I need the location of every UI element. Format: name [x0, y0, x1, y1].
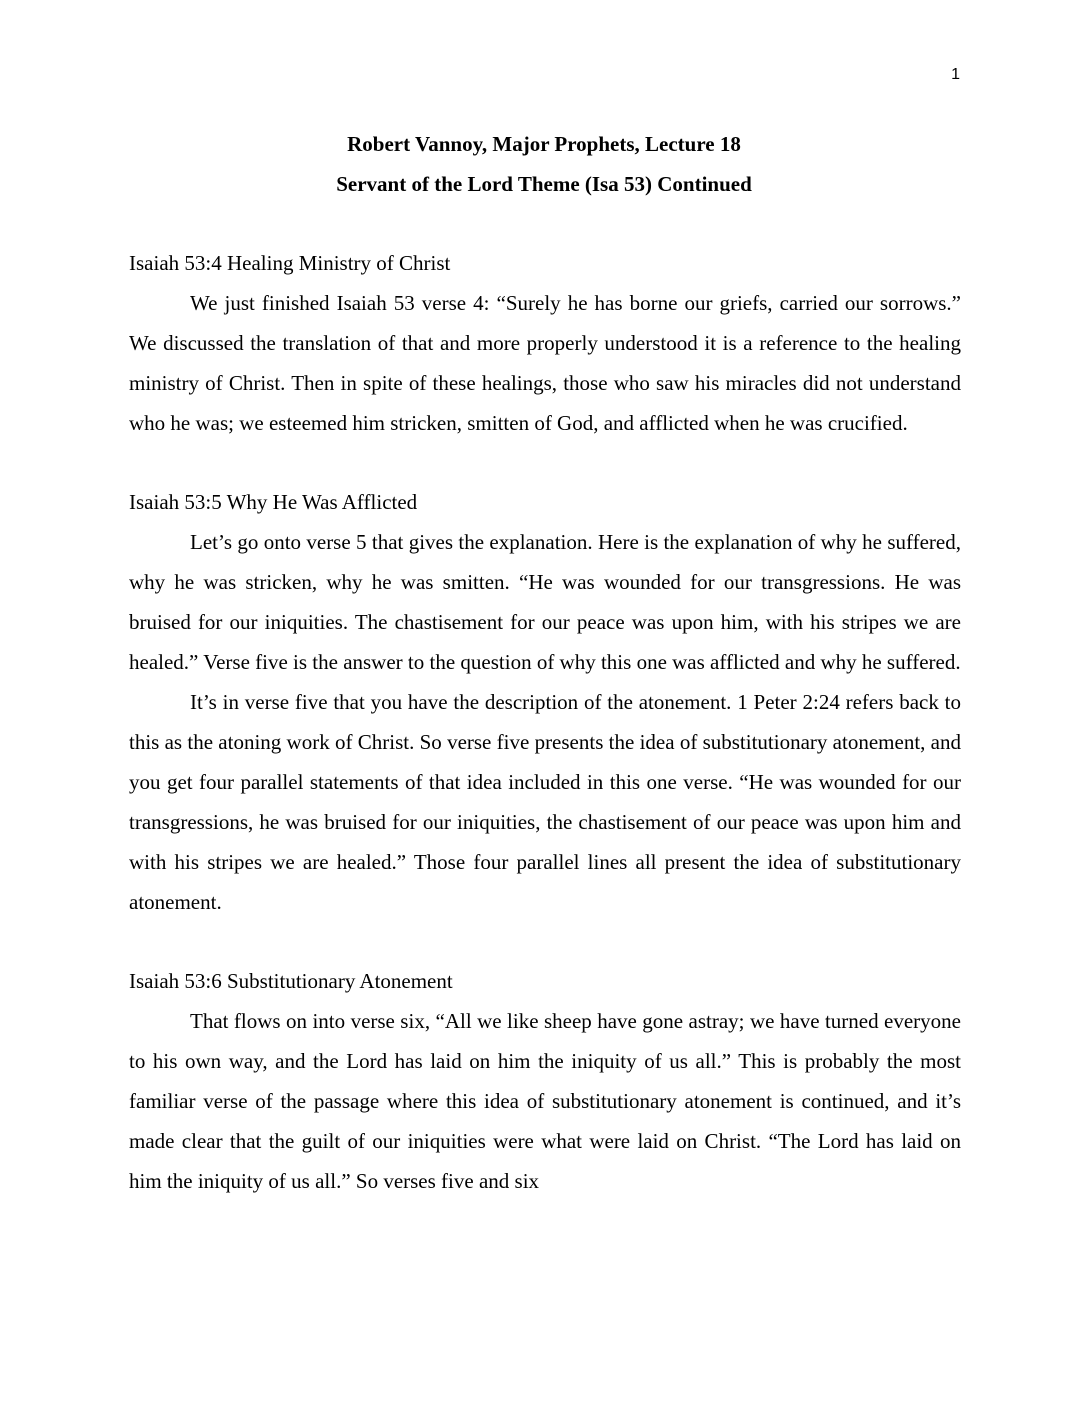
lecture-title — [0, 124, 1088, 204]
document-body — [129, 243, 961, 1201]
section-heading: Isaiah 53:6 Substitutionary Atonement — [129, 969, 453, 993]
paragraph: It’s in verse five that you have the description of the atonement. 1 Peter 2:24 refers back to this as the atoning work of Christ. So verse five presents the idea of substitutionary atonement, and you get four parallel statements of that idea included in this one verse. “He was wounded for our transgressions, he was bruised for our iniquities, the chastisement of our peace was upon him and with his stripes we are healed.” Those four parallel lines all present the idea of substitutionary atonement. — [129, 690, 961, 914]
section-substitutionary-atonement — [129, 961, 961, 1201]
title-line-1: Robert Vannoy, Major Prophets, Lecture 18 — [347, 132, 741, 156]
page-number: 1 — [951, 66, 960, 83]
section-healing-ministry — [129, 243, 961, 443]
section-heading: Isaiah 53:4 Healing Ministry of Christ — [129, 251, 451, 275]
section-why-afflicted — [129, 482, 961, 922]
title-line-2: Servant of the Lord Theme (Isa 53) Continued — [336, 172, 752, 196]
paragraph: We just finished Isaiah 53 verse 4: “Surely he has borne our griefs, carried our sorrows.” We discussed the translation of that and more properly understood it is a reference to the healing ministry of Christ. Then in spite of these healings, those who saw his miracles did not understand who he was; we esteemed him stricken, smitten of God, and afflicted when he was crucified. — [129, 291, 961, 435]
section-heading: Isaiah 53:5 Why He Was Afflicted — [129, 490, 418, 514]
paragraph: That flows on into verse six, “All we like sheep have gone astray; we have turned everyone to his own way, and the Lord has laid on him the iniquity of us all.” This is probably the most familiar verse of the passage where this idea of substitutionary atonement is continued, and it’s made clear that the guilt of our iniquities were what were laid on Christ. “The Lord has laid on him the iniquity of us all.” So verses five and six — [129, 1009, 961, 1193]
paragraph: Let’s go onto verse 5 that gives the explanation. Here is the explanation of why he suffered, why he was stricken, why he was smitten. “He was wounded for our transgressions. He was bruised for our iniquities. The chastisement for our peace was upon him, with his stripes we are healed.” Verse five is the answer to the question of why this one was afflicted and why he suffered. — [129, 530, 961, 674]
